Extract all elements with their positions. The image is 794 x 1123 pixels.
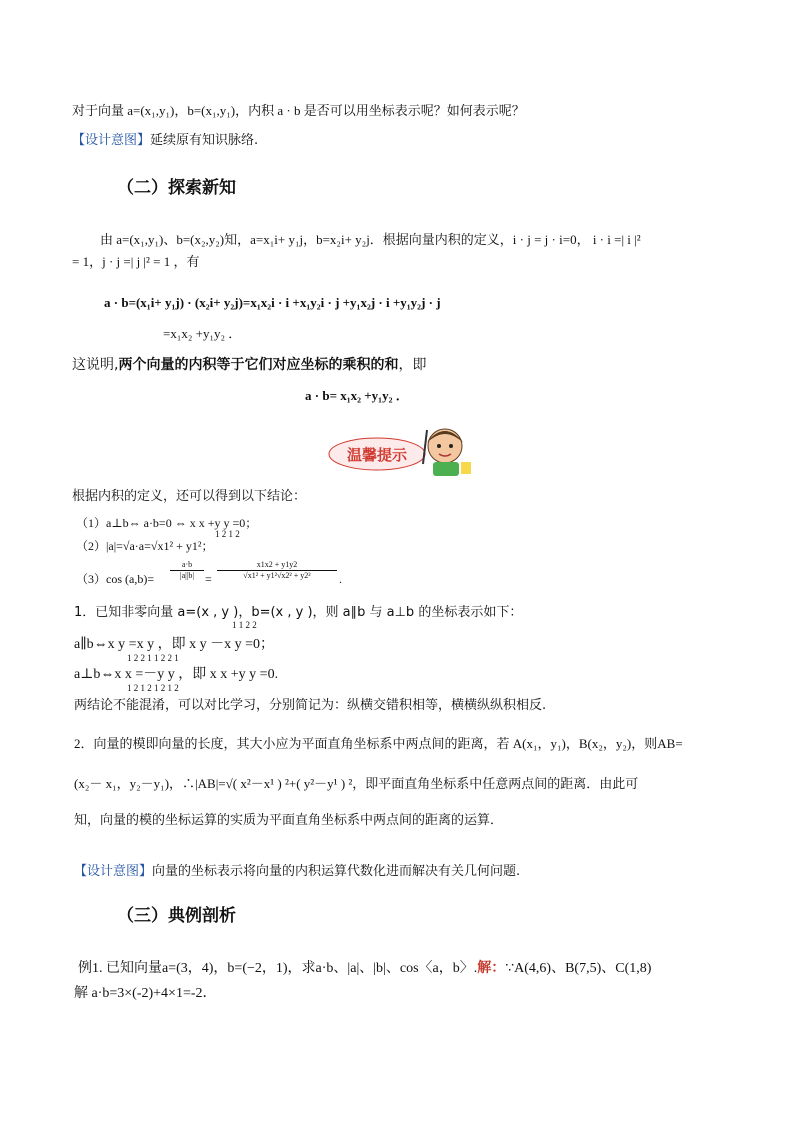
tip-badge-text: 温馨提示 — [346, 446, 408, 464]
cos-fraction-2-numerator: x1x2 + y1y2 — [256, 560, 298, 569]
result-item-1-subscripts: 1 2 1 2 — [215, 529, 240, 539]
rule-2-line-1: 2．向量的模即向量的长度，其大小应为平面直角坐标系中两点间的距离，若 A(x₁，y₁)，B(x₂，y₂)，则AB= — [74, 736, 683, 751]
example-1 — [78, 961, 651, 977]
cos-fraction-1 — [170, 560, 204, 581]
rule-1-perpendicular-subscripts: 1 2 1 2 1 2 1 2 — [127, 683, 179, 693]
conclusion-bold: 两个向量的内积等于它们对应坐标的乘积的和 — [118, 357, 399, 373]
design-intent-2-text: 向量的坐标表示将向量的内积运算代数化进而解决有关几何问题. — [152, 864, 521, 879]
conclusion-line — [72, 357, 426, 373]
expansion-line-2: =x₁x₂ +y₁y₂ ． — [163, 326, 242, 341]
derivation-line-2: = 1，j · j =| j |² = 1 ，有 — [72, 254, 200, 269]
definition-intro: 根据内积的定义，还可以得到以下结论： — [72, 489, 307, 504]
rule-1-perpendicular: a⊥b⇔x x =－y y ，即 x x +y y =0. — [74, 667, 279, 682]
example-1-question: 例1. 已知向量a=(3，4)，b=(−2，1)，求a·b、|a|、|b|、cos〈a，b〉. — [78, 961, 478, 976]
derivation-line-1: 由 a=(x₁,y₁)、b=(x₂,y₂)知，a=x₁i+ y₁j，b=x₂i+ y₂j．根据向量内积的定义，i · j = j · i=0， i · i =| i |² — [100, 232, 641, 247]
cos-fraction-2-denominator: √x1² + y1²√x2² + y2² — [217, 570, 337, 581]
result-item-3 — [76, 571, 154, 587]
rule-1-note: 两结论不能混淆，可以对比学习，分别简记为：纵横交错积相等，横横纵纵积相反. — [74, 698, 547, 713]
rule-1-parallel-subscripts: 1 2 2 1 1 2 2 1 — [127, 653, 179, 663]
conclusion-suffix: ，即 — [398, 357, 427, 373]
rule-2-line-3: 知，向量的模的坐标运算的实质为平面直角坐标系中两点间的距离的运算． — [74, 813, 504, 828]
inner-product-formula: a · b= x₁x₂ +y₁y₂ ． — [305, 388, 409, 403]
design-intent-2 — [74, 864, 520, 880]
result-item-1: （1）a⊥b⇔ a·b=0 ⇔ x x +y y =0； — [76, 516, 258, 530]
cos-fraction-2 — [217, 560, 337, 581]
section-heading-examples: （三）典例剖析 — [117, 906, 236, 926]
tip-badge — [327, 424, 477, 476]
tip-badge-illustration — [327, 424, 477, 476]
result-item-3-prefix: （3）cos (a,b)= — [76, 572, 155, 586]
conclusion-prefix: 这说明, — [72, 357, 119, 373]
rule-1-subscripts: 1 1 2 2 — [232, 620, 257, 630]
result-item-2: （2）|a|=√a·a=√x1² + y1²； — [76, 539, 214, 553]
design-intent-tag: 【设计意图】 — [72, 133, 151, 148]
cos-fraction-1-denominator: |a||b| — [170, 570, 204, 581]
design-intent-2-tag: 【设计意图】 — [74, 864, 153, 879]
rule-1-parallel: a∥b⇔x y =x y ，即 x y －x y =0； — [74, 637, 274, 652]
design-intent-1 — [72, 133, 258, 149]
rule-1-heading: 1．已知非零向量 a=(x , y )，b=(x , y )，则 a∥b 与 a⊥b 的坐标表示如下： — [74, 605, 523, 620]
rule-2-line-2: (x₂－ x₁，y₂－y₁)，∴|AB|=√( x²－x¹ ) ²+( y²－y¹ ) ²，即平面直角坐标系中任意两点间的距离．由此可 — [74, 776, 639, 791]
section-heading-explore: （二）探索新知 — [117, 178, 236, 198]
expansion-line-1: a · b=(x₁i+ y₁j) · (x₂i+ y₂j)=x₁x₂i · i +x₁y₂i · j +y₁x₂j · i +y₁y₂j · j — [104, 295, 441, 310]
result-item-3-end: . — [339, 572, 342, 586]
example-1-solution: 解 a·b=3×(-2)+4×1=-2． — [74, 986, 217, 1001]
cos-equals: = — [205, 572, 212, 586]
design-intent-text: 延续原有知识脉络. — [150, 133, 259, 148]
cos-fraction-1-numerator: a·b — [181, 560, 193, 569]
intro-question: 对于向量 a=(x₁,y₁)，b=(x₁,y₁)，内积 a · b 是否可以用坐标表示呢？如何表示呢？ — [72, 103, 525, 118]
example-1-points: ∵A(4,6)、B(7,5)、C(1,8) — [505, 961, 652, 976]
example-1-answer-label: 解： — [477, 961, 506, 976]
